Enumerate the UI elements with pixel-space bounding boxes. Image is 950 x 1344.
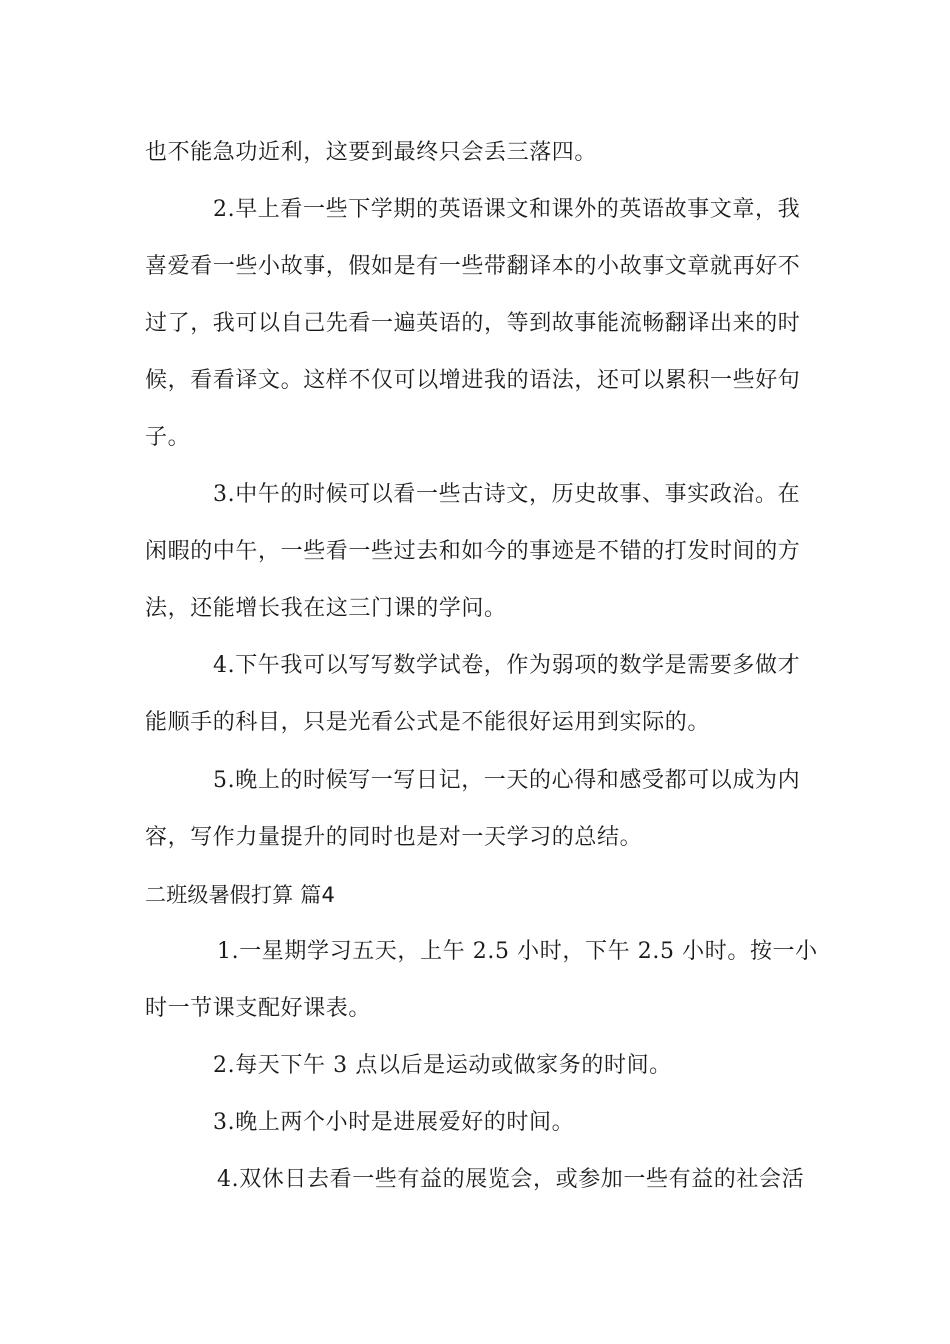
section-heading: 二班级暑假打算 篇4 <box>145 883 336 907</box>
list-item-3: 3.晚上两个小时是进展爱好的时间。 <box>213 1110 575 1135</box>
text-line: 子。 <box>145 425 191 450</box>
paragraph-item-3-start: 3.中午的时候可以看一些古诗文，历史故事、事实政治。在 <box>213 482 801 507</box>
list-item-1-start: 1.一星期学习五天，上午 2.5 小时，下午 2.5 小时。按一小 <box>217 939 818 964</box>
paragraph-item-2-start: 2.早上看一些下学期的英语课文和课外的英语故事文章，我 <box>213 197 801 222</box>
text-line: 时一节课支配好课表。 <box>145 996 372 1021</box>
paragraph-item-5-start: 5.晚上的时候写一写日记，一天的心得和感受都可以成为内 <box>213 768 801 793</box>
list-item-2: 2.每天下午 3 点以后是运动或做家务的时间。 <box>213 1053 672 1078</box>
text-line: 喜爱看一些小故事，假如是有一些带翻译本的小故事文章就再好不 <box>145 254 801 279</box>
text-line: 闲暇的中午，一些看一些过去和如今的事迹是不错的打发时间的方 <box>145 539 801 564</box>
text-line: 候，看看译文。这样不仅可以增进我的语法，还可以累积一些好句 <box>145 368 801 393</box>
list-item-4-start: 4.双休日去看一些有益的展览会，或参加一些有益的社会活 <box>217 1167 805 1192</box>
text-line: 也不能急功近利，这要到最终只会丢三落四。 <box>145 140 598 165</box>
paragraph-item-4-start: 4.下午我可以写写数学试卷，作为弱项的数学是需要多做才 <box>213 653 801 678</box>
text-line: 过了，我可以自己先看一遍英语的，等到故事能流畅翻译出来的时 <box>145 311 801 336</box>
text-line: 容，写作力量提升的同时也是对一天学习的总结。 <box>145 825 643 850</box>
text-line: 能顺手的科目，只是光看公式是不能很好运用到实际的。 <box>145 710 711 735</box>
text-line: 法，还能增长我在这三门课的学问。 <box>145 596 507 621</box>
